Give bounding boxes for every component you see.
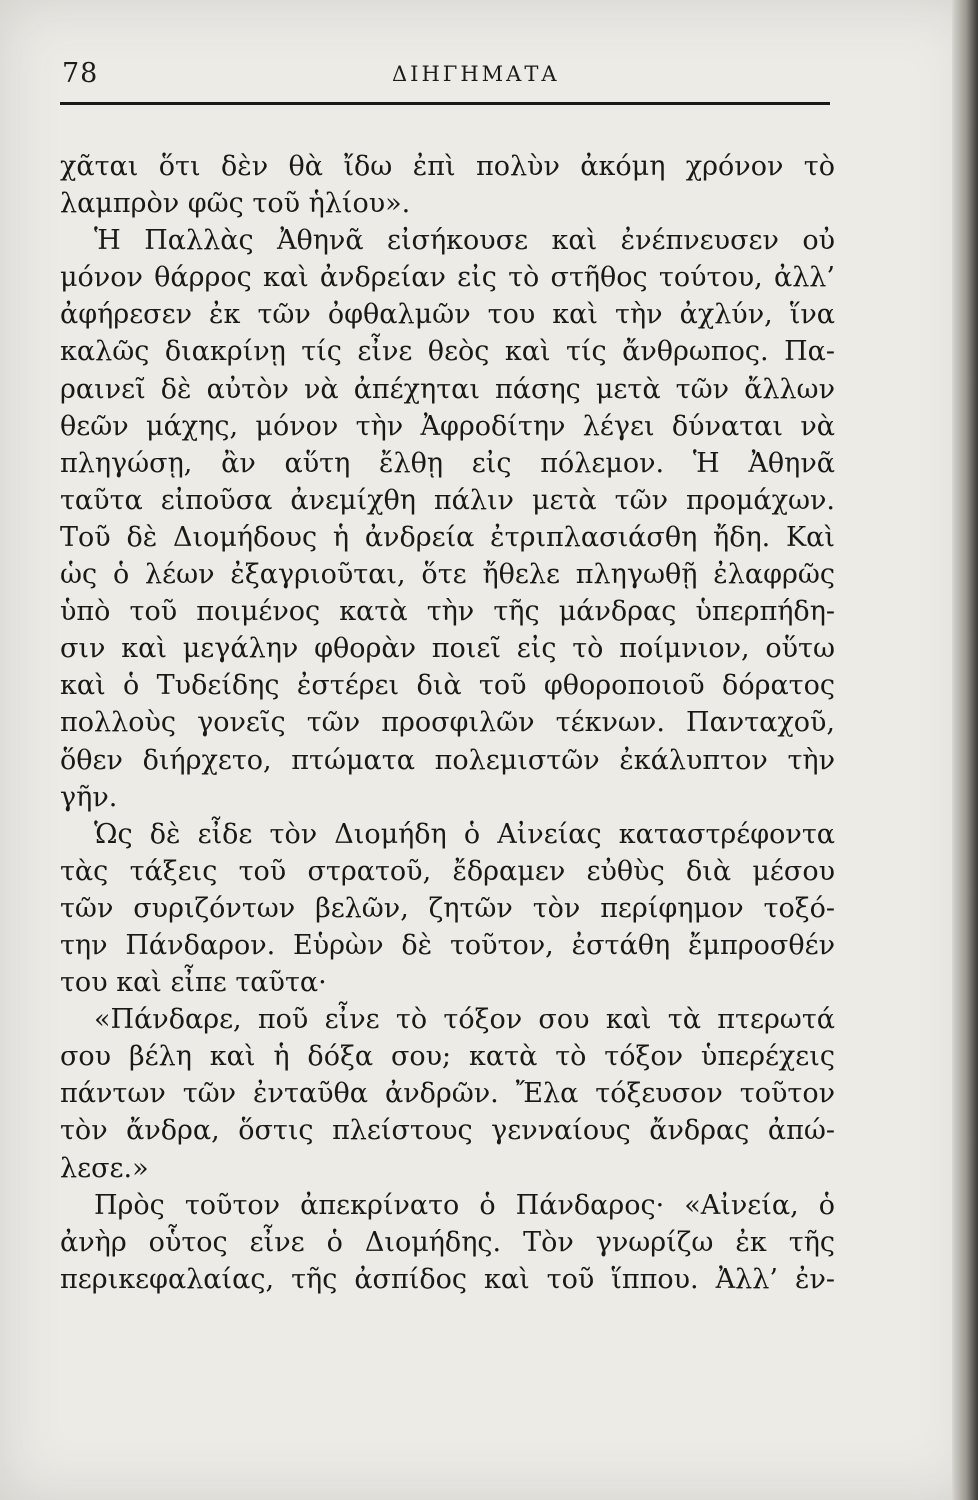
text-line: του καὶ εἶπε ταῦτα· [60,967,327,999]
text-line: ἀνὴρ οὗτος εἶνε ὁ Διομήδης. Τὸν γνωρίζω ἐκ τῆς [60,1226,835,1258]
text-line: μόνον θάρρος καὶ ἀνδρείαν εἰς τὸ στῆθος τούτου, ἀλλ’ [60,262,835,294]
text-line: λαμπρὸν φῶς τοῦ ἡλίου». [60,188,411,220]
body-text [60,148,835,1298]
text-line: σου βέλη καὶ ἡ δόξα σου; κατὰ τὸ τόξον ὑπερέχεις [60,1041,835,1073]
text-line: λεσε.» [60,1152,149,1184]
text-line: Πρὸς τοῦτον ἀπεκρίνατο ὁ Πάνδαρος· «Αἰνεία, ὁ [94,1189,835,1221]
text-line: σιν καὶ μεγάλην φθορὰν ποιεῖ εἰς τὸ ποίμνιον, οὕτω [60,633,835,665]
text-line: ραινεῖ δὲ αὐτὸν νὰ ἀπέχηται πάσης μετὰ τῶν ἄλλων [60,373,835,405]
text-line: Ὡς δὲ εἶδε τὸν Διομήδη ὁ Αἰνείας καταστρέφοντα [94,818,835,850]
text-line: Τοῦ δὲ Διομήδους ἡ ἀνδρεία ἐτριπλασιάσθη ἤδη. Καὶ [60,521,835,553]
text-line: πολλοὺς γονεῖς τῶν προσφιλῶν τέκνων. Πανταχοῦ, [60,707,835,739]
text-line: τῶν συριζόντων βελῶν, ζητῶν τὸν περίφημον τοξό- [60,892,835,924]
page-header [62,52,830,92]
text-line: ἀφήρεσεν ἐκ τῶν ὀφθαλμῶν του καὶ τὴν ἀχλύν, ἵνα [60,299,835,331]
text-line: καὶ ὁ Τυδείδης ἐστέρει διὰ τοῦ φθοροποιοῦ δόρατος [60,670,835,702]
page-number: 78 [62,58,99,89]
text-line: θεῶν μάχης, μόνον τὴν Ἀφροδίτην λέγει δύναται νὰ [60,410,835,442]
text-line: γῆν. [60,781,118,813]
text-line: τὰς τάξεις τοῦ στρατοῦ, ἔδραμεν εὐθὺς διὰ μέσου [60,855,835,887]
header-rule [60,102,830,105]
text-line: ὅθεν διήρχετο, πτώματα πολεμιστῶν ἐκάλυπτον τὴν [60,744,835,776]
text-line: ὑπὸ τοῦ ποιμένος κατὰ τὴν τῆς μάνδρας ὑπερπήδη- [60,596,835,628]
text-line: την Πάνδαρον. Εὑρὼν δὲ τοῦτον, ἐστάθη ἔμπροσθέν [60,929,835,961]
text-line: περικεφαλαίας, τῆς ἀσπίδος καὶ τοῦ ἵππου. Ἀλλ’ ἐν- [60,1263,835,1295]
text-line: «Πάνδαρε, ποῦ εἶνε τὸ τόξον σου καὶ τὰ πτερωτά [94,1004,835,1036]
text-line: Ἡ Παλλὰς Ἀθηνᾶ εἰσήκουσε καὶ ἐνέπνευσεν οὐ [94,225,835,257]
text-line: καλῶς διακρίνῃ τίς εἶνε θεὸς καὶ τίς ἄνθρωπος. Πα- [60,336,835,368]
text-line: χᾶται ὅτι δὲν θὰ ἴδω ἐπὶ πολὺν ἀκόμη χρόνον τὸ [60,151,835,182]
running-title: ΔΙΗΓΗΜΑΤΑ [392,62,560,86]
page-edge-shadow [952,0,978,1500]
text-line: τὸν ἄνδρα, ὅστις πλείστους γενναίους ἄνδρας ἀπώ- [60,1115,835,1147]
text-line: ὡς ὁ λέων ἐξαγριοῦται, ὅτε ἤθελε πληγωθῇ ἐλαφρῶς [60,559,835,591]
text-line: πάντων τῶν ἐνταῦθα ἀνδρῶν. Ἔλα τόξευσον τοῦτον [60,1078,835,1110]
text-line: ταῦτα εἰποῦσα ἀνεμίχθη πάλιν μετὰ τῶν προμάχων. [60,484,835,516]
text-line: πληγώσῃ, ἂν αὕτη ἔλθῃ εἰς πόλεμον. Ἡ Ἀθηνᾶ [60,447,835,479]
